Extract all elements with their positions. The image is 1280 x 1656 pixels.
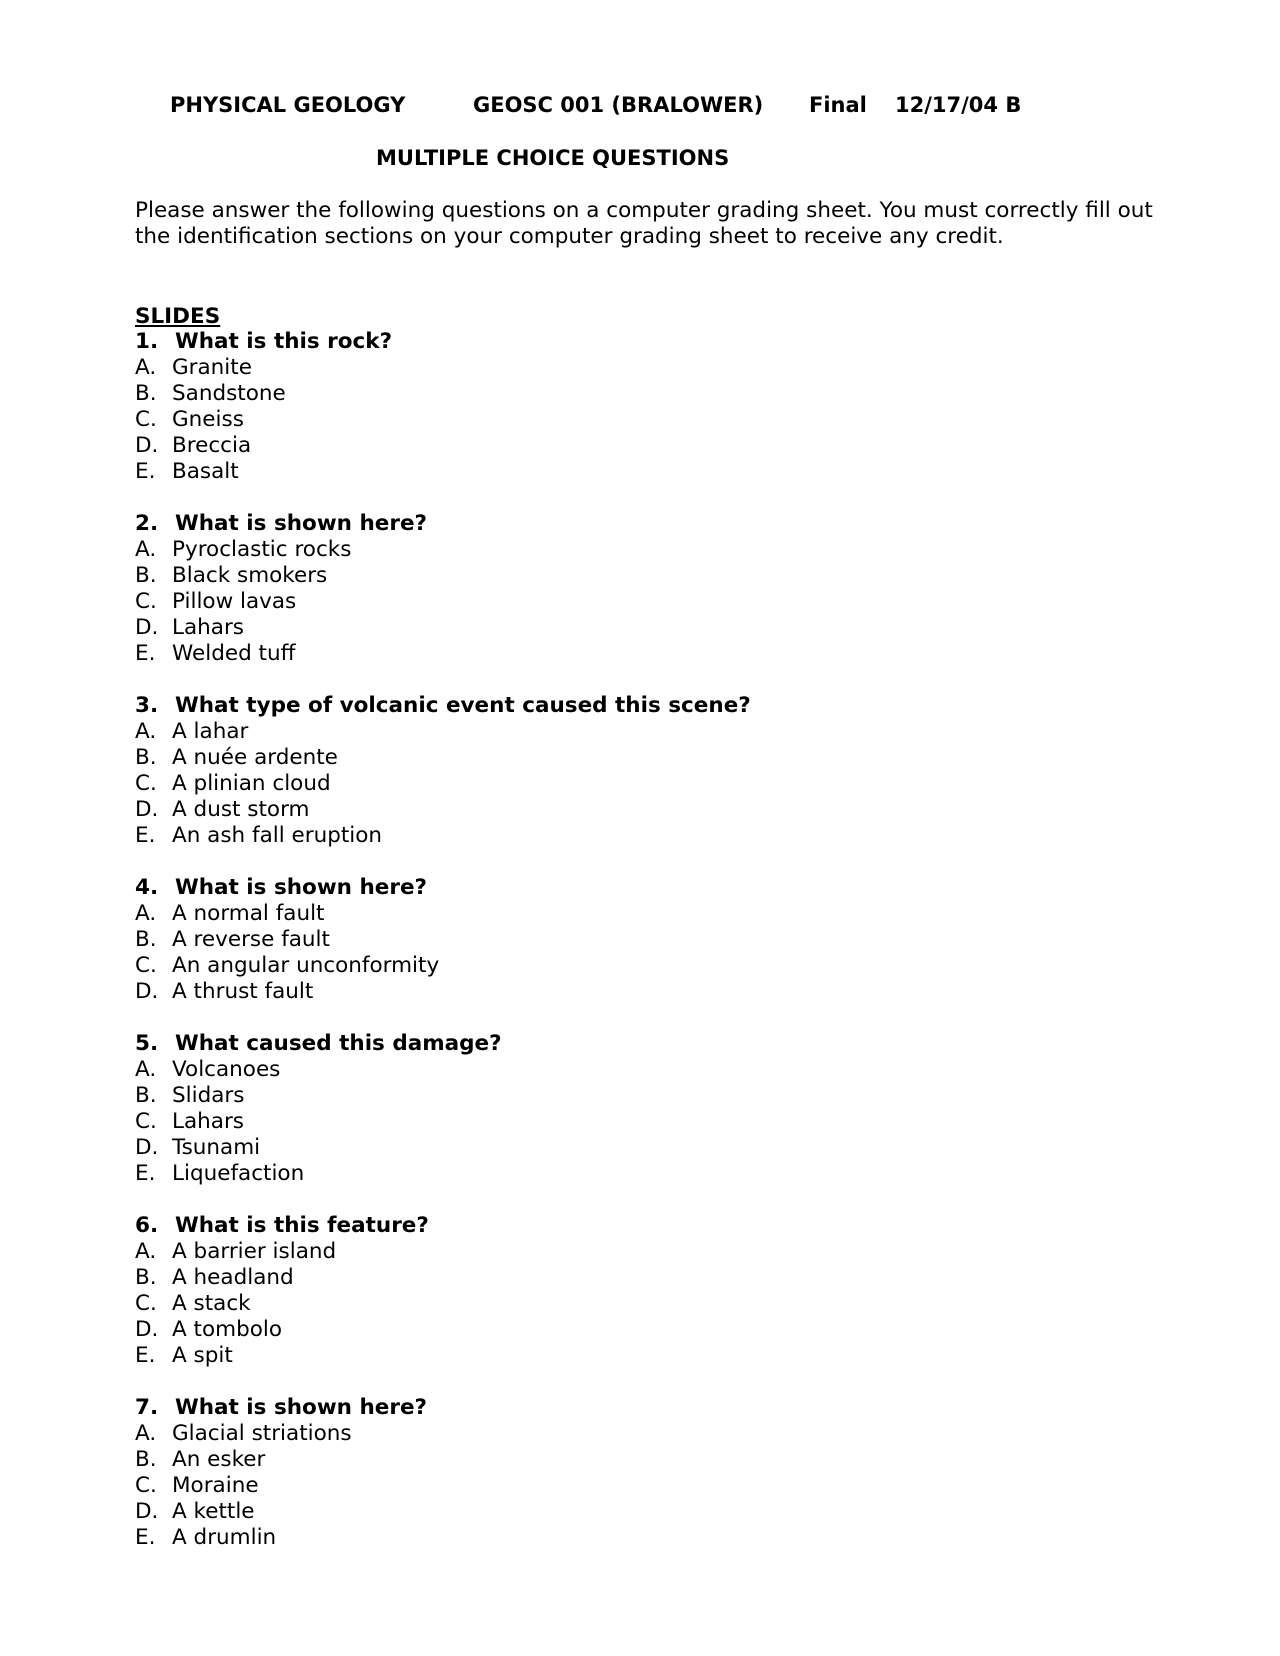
option-letter: A. <box>135 1421 157 1446</box>
option-letter: D. <box>135 1499 159 1524</box>
answer-option <box>135 1343 1135 1369</box>
question-text <box>135 1213 1135 1239</box>
option-text: A nuée ardente <box>172 745 338 770</box>
question-text <box>135 875 1135 901</box>
question-number: 4. <box>135 875 159 900</box>
answer-option <box>135 1083 1135 1109</box>
option-letter: B. <box>135 563 157 588</box>
option-letter: C. <box>135 771 157 796</box>
option-letter: E. <box>135 1343 156 1368</box>
course-code: GEOSC 001 (BRALOWER) <box>473 93 764 117</box>
option-letter: D. <box>135 979 159 1004</box>
question-prompt: What is this feature? <box>175 1213 429 1238</box>
option-letter: C. <box>135 953 157 978</box>
option-letter: D. <box>135 1135 159 1160</box>
option-letter: B. <box>135 745 157 770</box>
answer-option <box>135 901 1135 927</box>
option-text: An esker <box>172 1447 266 1472</box>
option-letter: A. <box>135 355 157 380</box>
option-letter: A. <box>135 901 157 926</box>
answer-option <box>135 563 1135 589</box>
option-text: A drumlin <box>172 1525 277 1550</box>
section-title: MULTIPLE CHOICE QUESTIONS <box>376 146 730 170</box>
question-prompt: What is shown here? <box>175 875 428 900</box>
option-letter: C. <box>135 1291 157 1316</box>
option-text: Moraine <box>172 1473 259 1498</box>
question-3 <box>135 693 1135 849</box>
option-letter: D. <box>135 1317 159 1342</box>
option-text: Tsunami <box>172 1135 261 1160</box>
option-letter: C. <box>135 1473 157 1498</box>
answer-option <box>135 1135 1135 1161</box>
option-letter: C. <box>135 407 157 432</box>
answer-option <box>135 1109 1135 1135</box>
option-text: Gneiss <box>172 407 244 432</box>
answer-option <box>135 589 1135 615</box>
question-number: 7. <box>135 1395 159 1420</box>
option-letter: B. <box>135 927 157 952</box>
option-letter: E. <box>135 459 156 484</box>
option-letter: A. <box>135 1239 157 1264</box>
question-5 <box>135 1031 1135 1187</box>
option-letter: A. <box>135 1057 157 1082</box>
question-prompt: What is shown here? <box>175 1395 428 1420</box>
option-text: A barrier island <box>172 1239 337 1264</box>
option-letter: C. <box>135 589 157 614</box>
question-text <box>135 329 1135 355</box>
answer-option <box>135 953 1135 979</box>
answer-option <box>135 797 1135 823</box>
option-text: A tombolo <box>172 1317 282 1342</box>
answer-option <box>135 1447 1135 1473</box>
option-text: Slidars <box>172 1083 245 1108</box>
answer-option <box>135 433 1135 459</box>
option-letter: D. <box>135 797 159 822</box>
option-letter: A. <box>135 537 157 562</box>
option-text: A stack <box>172 1291 251 1316</box>
question-prompt: What is shown here? <box>175 511 428 536</box>
option-letter: D. <box>135 615 159 640</box>
answer-option <box>135 1525 1135 1551</box>
option-letter: E. <box>135 1161 156 1186</box>
question-prompt: What caused this damage? <box>175 1031 502 1056</box>
option-text: A plinian cloud <box>172 771 331 796</box>
answer-option <box>135 459 1135 485</box>
answer-option <box>135 381 1135 407</box>
answer-option <box>135 537 1135 563</box>
answer-option <box>135 745 1135 771</box>
option-letter: C. <box>135 1109 157 1134</box>
question-text <box>135 693 1135 719</box>
question-6 <box>135 1213 1135 1369</box>
answer-option <box>135 1473 1135 1499</box>
option-text: Welded tuff <box>172 641 296 666</box>
option-text: Granite <box>172 355 252 380</box>
slides-heading: SLIDES <box>135 304 221 329</box>
option-text: A normal fault <box>172 901 325 926</box>
answer-option <box>135 1317 1135 1343</box>
answer-option <box>135 1057 1135 1083</box>
exam-header <box>0 92 1280 118</box>
question-number: 3. <box>135 693 159 718</box>
option-text: Lahars <box>172 1109 244 1134</box>
option-letter: A. <box>135 719 157 744</box>
question-1 <box>135 329 1135 485</box>
question-prompt: What is this rock? <box>175 329 393 354</box>
question-text <box>135 1395 1135 1421</box>
option-letter: E. <box>135 641 156 666</box>
answer-option <box>135 771 1135 797</box>
option-text: Volcanoes <box>172 1057 281 1082</box>
answer-option <box>135 1265 1135 1291</box>
option-text: A reverse fault <box>172 927 330 952</box>
option-letter: B. <box>135 381 157 406</box>
option-text: A lahar <box>172 719 249 744</box>
question-number: 6. <box>135 1213 159 1238</box>
option-text: A thrust fault <box>172 979 314 1004</box>
option-letter: B. <box>135 1083 157 1108</box>
option-text: Basalt <box>172 459 239 484</box>
answer-option <box>135 355 1135 381</box>
option-text: Black smokers <box>172 563 328 588</box>
option-text: Lahars <box>172 615 244 640</box>
option-letter: D. <box>135 433 159 458</box>
option-text: A headland <box>172 1265 294 1290</box>
option-letter: E. <box>135 823 156 848</box>
question-4 <box>135 875 1135 1005</box>
option-text: Liquefaction <box>172 1161 305 1186</box>
instructions: Please answer the following questions on a computer grading sheet. You must correctly fill out the identification sections on your computer grading sheet to receive any credit. <box>135 198 1153 249</box>
option-text: Pillow lavas <box>172 589 297 614</box>
option-text: A kettle <box>172 1499 255 1524</box>
question-text <box>135 1031 1135 1057</box>
option-text: Sandstone <box>172 381 286 406</box>
answer-option <box>135 407 1135 433</box>
option-letter: B. <box>135 1265 157 1290</box>
exam-date: 12/17/04 B <box>895 93 1022 117</box>
option-text: A spit <box>172 1343 233 1368</box>
exam-type: Final <box>809 93 867 117</box>
answer-option <box>135 1161 1135 1187</box>
option-text: Pyroclastic rocks <box>172 537 352 562</box>
answer-option <box>135 641 1135 667</box>
question-number: 2. <box>135 511 159 536</box>
answer-option <box>135 927 1135 953</box>
option-text: Glacial striations <box>172 1421 352 1446</box>
answer-option <box>135 1239 1135 1265</box>
answer-option <box>135 615 1135 641</box>
option-text: An ash fall eruption <box>172 823 383 848</box>
question-number: 5. <box>135 1031 159 1056</box>
answer-option <box>135 1291 1135 1317</box>
question-2 <box>135 511 1135 667</box>
answer-option <box>135 823 1135 849</box>
question-prompt: What type of volcanic event caused this scene? <box>175 693 751 718</box>
option-text: Breccia <box>172 433 252 458</box>
answer-option <box>135 979 1135 1005</box>
question-text <box>135 511 1135 537</box>
answer-option <box>135 719 1135 745</box>
answer-option <box>135 1499 1135 1525</box>
question-number: 1. <box>135 329 159 354</box>
course-name: PHYSICAL GEOLOGY <box>170 93 406 117</box>
question-7 <box>135 1395 1135 1551</box>
answer-option <box>135 1421 1135 1447</box>
option-text: A dust storm <box>172 797 310 822</box>
question-list <box>135 329 1135 1577</box>
option-letter: B. <box>135 1447 157 1472</box>
option-text: An angular unconformity <box>172 953 440 978</box>
option-letter: E. <box>135 1525 156 1550</box>
